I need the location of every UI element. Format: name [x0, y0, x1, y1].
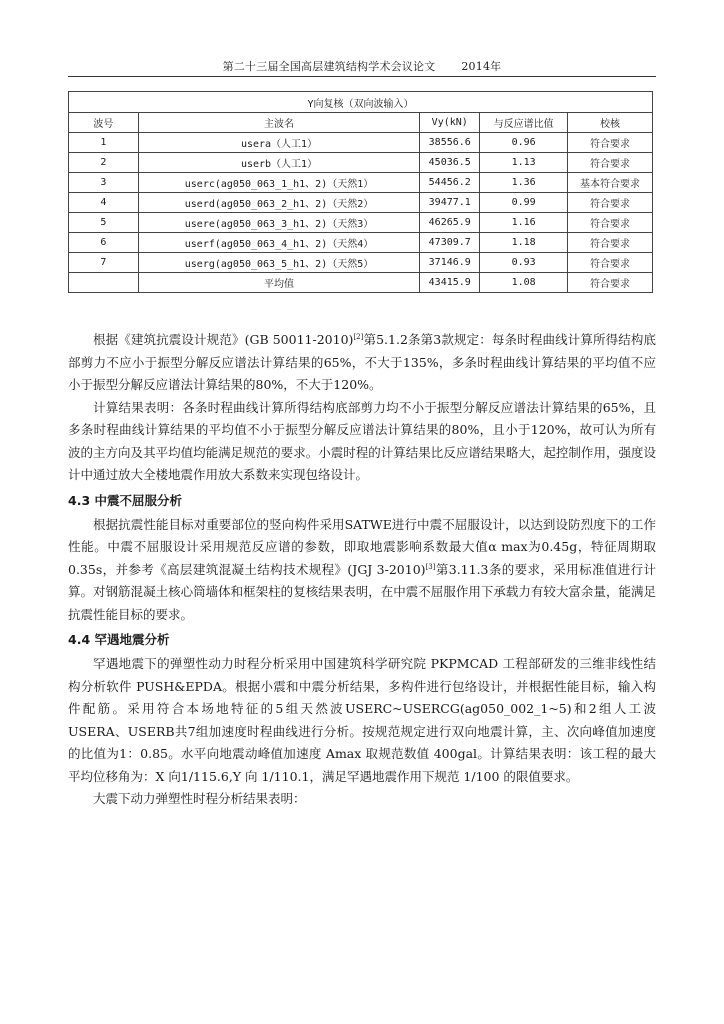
- cell-vy: 45036.5: [420, 153, 480, 173]
- table-row: [69, 133, 653, 153]
- cell-vy: 47309.7: [420, 233, 480, 253]
- section-heading-4-4: 4.4 罕遇地震分析: [68, 632, 170, 647]
- cell-wave-no: 3: [69, 173, 139, 193]
- conference-year: 2014年: [461, 60, 502, 73]
- cell-vy: 39477.1: [420, 193, 480, 213]
- cell-main-wave: usere(ag050_063_3_h1、2)（天然3）: [138, 213, 420, 233]
- cell-ratio: 0.96: [480, 133, 568, 153]
- table-row: [69, 233, 653, 253]
- col-wave-no: 波号: [69, 113, 139, 133]
- cell-empty: [69, 273, 139, 293]
- paragraph-moderate-earthquake: 根据抗震性能目标对重要部位的竖向构件采用SATWE进行中震不屈服设计，以达到设防烈度下的工作性能。中震不屈服设计采用规范反应谱的参数，即取地震影响系数最大值α max为0.45g，特征周期取0.35s，并参考《高层建筑混凝土结构技术规程》(JGJ 3-2010)[3]第3.11.3条的要求，采用标准值进行计算。对钢筋混凝土核心筒墙体和框架柱的复核结果表明，在中震不屈服作用下承载力有较大富余量，能满足抗震性能目标的要求。: [68, 516, 656, 622]
- cell-wave-no: 7: [69, 253, 139, 273]
- cell-main-wave: userd(ag050_063_2_h1、2)（天然2）: [138, 193, 420, 213]
- cell-average-vy: 43415.9: [420, 273, 480, 293]
- cell-check: 符合要求: [568, 133, 653, 153]
- table-header-row: [69, 113, 653, 133]
- cell-average-check: 符合要求: [568, 273, 653, 293]
- cell-vy: 38556.6: [420, 133, 480, 153]
- table-row: [69, 213, 653, 233]
- table-average-row: [69, 273, 653, 293]
- paragraph-rare-earthquake: 罕遇地震下的弹塑性动力时程分析采用中国建筑科学研究院 PKPMCAD 工程部研发的三维非线性结构分析软件 PUSH&EPDA。根据小震和中震分析结果，多构件进行包络设计，并根据性能目标，输入构件配筋。采用符合本场地特征的5组天然波USERC~USERCG(ag050_002_1~5)和2组人工波USERA、USERB共7组加速度时程曲线进行分析。按规范规定进行双向地震计算，主、次向峰值加速度的比值为1：0.85。水平向地震动峰值加速度 Amax 取规范数值 400gal。计算结果表明：该工程的最大平均位移角为：X 向1/115.6,Y 向 1/110.1，满足罕遇地震作用下规范 1/100 的限值要求。: [68, 656, 656, 784]
- cell-check: 符合要求: [568, 233, 653, 253]
- paragraph-code-requirement: 根据《建筑抗震设计规范》(GB 50011-2010)[2]第5.1.2条第3款规定：每条时程曲线计算所得结构底部剪力不应小于振型分解反应谱法计算结果的65%，不大于135%，多条时程曲线计算结果的平均值不应小于振型分解反应谱法计算结果的80%，不大于120%。: [68, 332, 657, 392]
- cell-main-wave: userc(ag050_063_1_h1、2)（天然1）: [138, 173, 420, 193]
- cell-wave-no: 1: [69, 133, 139, 153]
- table-row: [69, 253, 653, 273]
- cell-ratio: 0.99: [480, 193, 568, 213]
- cell-average-label: 平均值: [138, 273, 420, 293]
- cell-ratio: 1.18: [480, 233, 568, 253]
- cell-wave-no: 2: [69, 153, 139, 173]
- header-rule: [68, 76, 656, 77]
- cell-main-wave: userf(ag050_063_4_h1、2)（天然4）: [138, 233, 420, 253]
- table-row: [69, 193, 653, 213]
- col-main-wave: 主波名: [138, 113, 420, 133]
- citation-3: [3]: [425, 562, 436, 571]
- cell-main-wave: userg(ag050_063_5_h1、2)（天然5）: [138, 253, 420, 273]
- table-row: [69, 173, 653, 193]
- citation-2: [2]: [353, 332, 364, 341]
- col-vy: Vy(kN): [420, 113, 480, 133]
- cell-check: 基本符合要求: [568, 173, 653, 193]
- cell-check: 符合要求: [568, 213, 653, 233]
- cell-wave-no: 5: [69, 213, 139, 233]
- cell-main-wave: userb（人工1）: [138, 153, 420, 173]
- cell-average-ratio: 1.08: [480, 273, 568, 293]
- cell-ratio: 1.36: [480, 173, 568, 193]
- paragraph-conclusion-lead: 大震下动力弹塑性时程分析结果表明：: [93, 791, 306, 806]
- running-header: [68, 58, 656, 74]
- cell-ratio: 0.93: [480, 253, 568, 273]
- cell-ratio: 1.13: [480, 153, 568, 173]
- table-row: [69, 153, 653, 173]
- paragraph-results: 计算结果表明：各条时程曲线计算所得结构底部剪力均不小于振型分解反应谱法计算结果的65%，且多条时程曲线计算结果的平均值不小于振型分解反应谱法计算结果的80%，且小于120%，故可认为所有波的主方向及其平均值均能满足规范的要求。小震时程的计算结果比反应谱结果略大，起控制作用，强度设计中通过放大全楼地震作用放大系数来实现包络设计。: [68, 399, 656, 482]
- cell-vy: 46265.9: [420, 213, 480, 233]
- cell-wave-no: 4: [69, 193, 139, 213]
- cell-check: 符合要求: [568, 253, 653, 273]
- table-caption: Y向复核（双向波输入）: [69, 92, 653, 113]
- cell-wave-no: 6: [69, 233, 139, 253]
- body-text: [68, 329, 656, 811]
- cell-vy: 54456.2: [420, 173, 480, 193]
- conference-title: 第二十三届全国高层建筑结构学术会议论文: [222, 60, 436, 73]
- section-heading-4-3: 4.3 中震不屈服分析: [68, 492, 182, 508]
- cell-vy: 37146.9: [420, 253, 480, 273]
- cell-main-wave: usera（人工1）: [138, 133, 420, 153]
- y-direction-check-table: [68, 91, 653, 293]
- col-ratio: 与反应谱比值: [480, 113, 568, 133]
- cell-check: 符合要求: [568, 153, 653, 173]
- col-check: 校核: [568, 113, 653, 133]
- cell-check: 符合要求: [568, 193, 653, 213]
- cell-ratio: 1.16: [480, 213, 568, 233]
